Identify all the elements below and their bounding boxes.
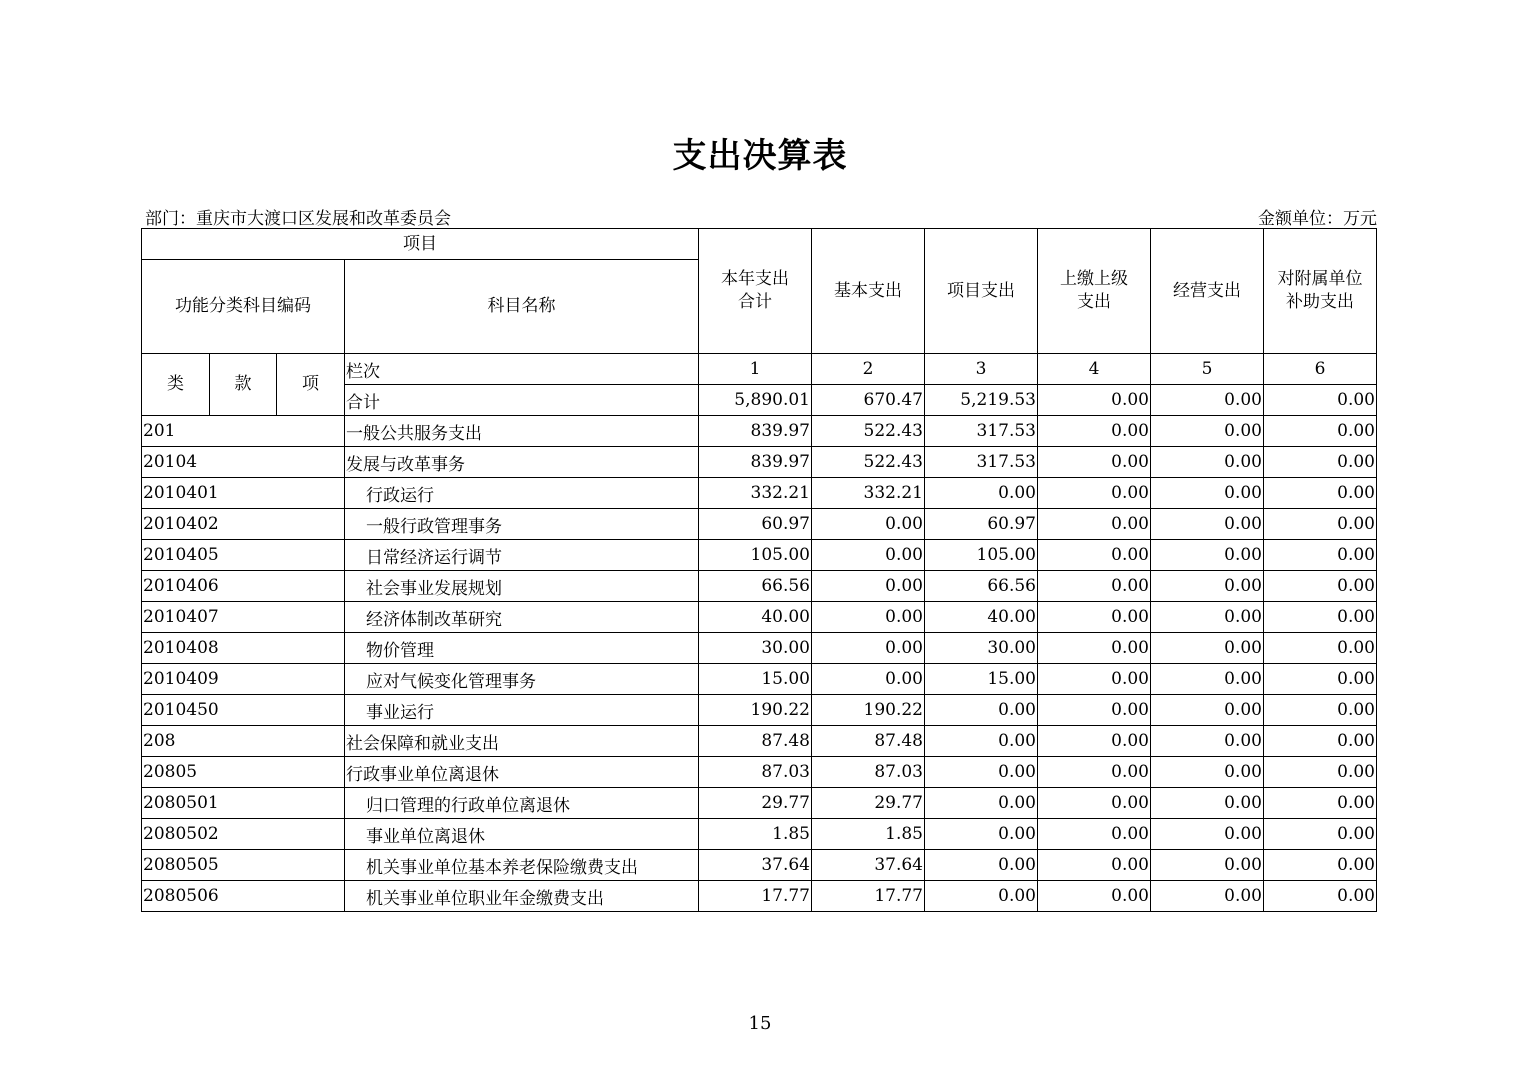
amount-cell: 37.64: [699, 850, 812, 881]
subject-name: 一般公共服务支出: [345, 416, 699, 447]
amount-cell: 0.00: [1038, 726, 1151, 757]
table-row: [142, 509, 1377, 540]
amount-cell: 0.00: [1151, 695, 1264, 726]
subject-name: 经济体制改革研究: [345, 602, 699, 633]
amount-cell: 0.00: [812, 571, 925, 602]
amount-cell: 0.00: [1151, 726, 1264, 757]
table-row: [142, 633, 1377, 664]
header-xiang: 项: [277, 354, 345, 416]
subject-name: 物价管理: [345, 633, 699, 664]
subject-code: 2010407: [142, 602, 345, 633]
amount-cell: 0.00: [925, 850, 1038, 881]
amount-cell: 0.00: [1038, 571, 1151, 602]
amount-cell: 0.00: [1038, 633, 1151, 664]
subject-code: 2010450: [142, 695, 345, 726]
subject-name: 行政运行: [345, 478, 699, 509]
subject-code: 2080506: [142, 881, 345, 912]
amount-cell: 0.00: [1038, 478, 1151, 509]
unit-label: 金额单位：万元: [1258, 209, 1377, 229]
subject-code: 2010408: [142, 633, 345, 664]
amount-cell: 40.00: [925, 602, 1038, 633]
amount-cell: 105.00: [925, 540, 1038, 571]
department-label: 部门：重庆市大渡口区发展和改革委员会: [145, 209, 451, 229]
subject-code: 2010406: [142, 571, 345, 602]
amount-cell: 87.48: [699, 726, 812, 757]
subject-code: 20805: [142, 757, 345, 788]
header-col2: 基本支出: [812, 229, 925, 354]
header-col1: 本年支出合计: [699, 229, 812, 354]
subject-name: 归口管理的行政单位离退休: [345, 788, 699, 819]
amount-cell: 0.00: [1151, 819, 1264, 850]
amount-cell: 66.56: [925, 571, 1038, 602]
subject-name: 应对气候变化管理事务: [345, 664, 699, 695]
subject-code: 20104: [142, 447, 345, 478]
total-label: 合计: [345, 385, 699, 416]
amount-cell: 0.00: [1038, 416, 1151, 447]
column-number-3: 3: [925, 354, 1038, 385]
subject-name: 行政事业单位离退休: [345, 757, 699, 788]
amount-cell: 29.77: [812, 788, 925, 819]
amount-cell: 0.00: [812, 664, 925, 695]
amount-cell: 0.00: [1151, 850, 1264, 881]
amount-cell: 0.00: [1038, 695, 1151, 726]
amount-cell: 0.00: [925, 788, 1038, 819]
table-row: [142, 819, 1377, 850]
amount-cell: 0.00: [1151, 540, 1264, 571]
amount-cell: 15.00: [699, 664, 812, 695]
column-number-1: 1: [699, 354, 812, 385]
amount-cell: 15.00: [925, 664, 1038, 695]
amount-cell: 839.97: [699, 416, 812, 447]
amount-cell: 0.00: [812, 633, 925, 664]
amount-cell: 317.53: [925, 447, 1038, 478]
amount-cell: 0.00: [1264, 819, 1377, 850]
amount-cell: 0.00: [1264, 602, 1377, 633]
amount-cell: 522.43: [812, 416, 925, 447]
amount-cell: 1.85: [699, 819, 812, 850]
table-row: [142, 447, 1377, 478]
amount-cell: 0.00: [1151, 416, 1264, 447]
amount-cell: 0.00: [925, 726, 1038, 757]
header-col4: 上缴上级支出: [1038, 229, 1151, 354]
amount-cell: 0.00: [1038, 757, 1151, 788]
amount-cell: 29.77: [699, 788, 812, 819]
column-number-5: 5: [1151, 354, 1264, 385]
amount-cell: 0.00: [1038, 509, 1151, 540]
amount-cell: 0.00: [1038, 819, 1151, 850]
header-col6: 对附属单位补助支出: [1264, 229, 1377, 354]
column-number-4: 4: [1038, 354, 1151, 385]
header-row-lanci: [142, 354, 1377, 385]
amount-cell: 0.00: [925, 881, 1038, 912]
amount-cell: 0.00: [1264, 850, 1377, 881]
amount-cell: 0.00: [1264, 788, 1377, 819]
amount-cell: 0.00: [1151, 633, 1264, 664]
amount-cell: 190.22: [812, 695, 925, 726]
amount-cell: 0.00: [1264, 726, 1377, 757]
table-row: [142, 850, 1377, 881]
header-func-code: 功能分类科目编码: [142, 260, 345, 354]
amount-cell: 0.00: [1151, 664, 1264, 695]
amount-cell: 0.00: [1151, 509, 1264, 540]
amount-cell: 317.53: [925, 416, 1038, 447]
amount-cell: 839.97: [699, 447, 812, 478]
page-title: 支出决算表: [672, 136, 848, 176]
header-row-project: [142, 229, 1377, 260]
amount-cell: 0.00: [925, 478, 1038, 509]
subject-name: 日常经济运行调节: [345, 540, 699, 571]
header-kuan: 款: [210, 354, 277, 416]
amount-cell: 17.77: [812, 881, 925, 912]
column-number-6: 6: [1264, 354, 1377, 385]
amount-cell: 1.85: [812, 819, 925, 850]
amount-cell: 190.22: [699, 695, 812, 726]
amount-cell: 0.00: [925, 819, 1038, 850]
header-lei: 类: [142, 354, 210, 416]
amount-cell: 87.03: [699, 757, 812, 788]
subject-name: 发展与改革事务: [345, 447, 699, 478]
subject-code: 2010405: [142, 540, 345, 571]
amount-cell: 0.00: [1264, 509, 1377, 540]
amount-cell: 0.00: [1264, 633, 1377, 664]
amount-cell: 0.00: [1038, 447, 1151, 478]
table-row: [142, 602, 1377, 633]
table-row: [142, 416, 1377, 447]
subject-name: 机关事业单位基本养老保险缴费支出: [345, 850, 699, 881]
table-row: [142, 571, 1377, 602]
amount-cell: 40.00: [699, 602, 812, 633]
subject-code: 2010402: [142, 509, 345, 540]
table-row: [142, 695, 1377, 726]
amount-cell: 0.00: [1151, 447, 1264, 478]
subject-name: 事业运行: [345, 695, 699, 726]
amount-cell: 0.00: [1038, 881, 1151, 912]
amount-cell: 30.00: [699, 633, 812, 664]
amount-cell: 0.00: [1151, 881, 1264, 912]
amount-cell: 0.00: [1151, 602, 1264, 633]
subject-name: 机关事业单位职业年金缴费支出: [345, 881, 699, 912]
total-value: 5,890.01: [699, 385, 812, 416]
header-project: 项目: [142, 229, 699, 260]
subject-code: 2010409: [142, 664, 345, 695]
subject-code: 2080501: [142, 788, 345, 819]
amount-cell: 332.21: [812, 478, 925, 509]
amount-cell: 0.00: [1264, 664, 1377, 695]
table-row: [142, 478, 1377, 509]
amount-cell: 87.03: [812, 757, 925, 788]
table-row: [142, 757, 1377, 788]
total-value: 670.47: [812, 385, 925, 416]
amount-cell: 0.00: [1038, 540, 1151, 571]
amount-cell: 0.00: [1264, 540, 1377, 571]
subject-code: 2080502: [142, 819, 345, 850]
amount-cell: 0.00: [1038, 664, 1151, 695]
total-value: 0.00: [1151, 385, 1264, 416]
amount-cell: 0.00: [1264, 881, 1377, 912]
amount-cell: 0.00: [1151, 788, 1264, 819]
header-col3: 项目支出: [925, 229, 1038, 354]
amount-cell: 0.00: [1038, 850, 1151, 881]
table-row: [142, 664, 1377, 695]
amount-cell: 105.00: [699, 540, 812, 571]
subject-name: 事业单位离退休: [345, 819, 699, 850]
total-value: 5,219.53: [925, 385, 1038, 416]
subject-code: 2010401: [142, 478, 345, 509]
subject-code: 201: [142, 416, 345, 447]
amount-cell: 0.00: [1264, 478, 1377, 509]
amount-cell: 0.00: [1151, 478, 1264, 509]
total-value: 0.00: [1264, 385, 1377, 416]
header-subject-name: 科目名称: [345, 260, 699, 354]
amount-cell: 37.64: [812, 850, 925, 881]
amount-cell: 332.21: [699, 478, 812, 509]
header-lanci: 栏次: [345, 354, 699, 385]
amount-cell: 522.43: [812, 447, 925, 478]
amount-cell: 60.97: [925, 509, 1038, 540]
amount-cell: 0.00: [1264, 757, 1377, 788]
column-number-2: 2: [812, 354, 925, 385]
subject-code: 208: [142, 726, 345, 757]
subject-code: 2080505: [142, 850, 345, 881]
amount-cell: 60.97: [699, 509, 812, 540]
amount-cell: 87.48: [812, 726, 925, 757]
expenditure-table: [141, 228, 1377, 912]
amount-cell: 0.00: [1151, 757, 1264, 788]
amount-cell: 30.00: [925, 633, 1038, 664]
table-row: [142, 726, 1377, 757]
amount-cell: 17.77: [699, 881, 812, 912]
amount-cell: 0.00: [925, 757, 1038, 788]
header-col5: 经营支出: [1151, 229, 1264, 354]
total-value: 0.00: [1038, 385, 1151, 416]
amount-cell: 0.00: [1264, 571, 1377, 602]
amount-cell: 0.00: [1038, 788, 1151, 819]
subject-name: 社会事业发展规划: [345, 571, 699, 602]
amount-cell: 0.00: [925, 695, 1038, 726]
amount-cell: 66.56: [699, 571, 812, 602]
amount-cell: 0.00: [1264, 695, 1377, 726]
amount-cell: 0.00: [812, 540, 925, 571]
subject-name: 一般行政管理事务: [345, 509, 699, 540]
table-row: [142, 788, 1377, 819]
amount-cell: 0.00: [812, 509, 925, 540]
page-number: 15: [748, 1013, 772, 1034]
amount-cell: 0.00: [1151, 571, 1264, 602]
amount-cell: 0.00: [1264, 416, 1377, 447]
amount-cell: 0.00: [1038, 602, 1151, 633]
amount-cell: 0.00: [1264, 447, 1377, 478]
subject-name: 社会保障和就业支出: [345, 726, 699, 757]
amount-cell: 0.00: [812, 602, 925, 633]
table-row: [142, 881, 1377, 912]
table-row: [142, 540, 1377, 571]
